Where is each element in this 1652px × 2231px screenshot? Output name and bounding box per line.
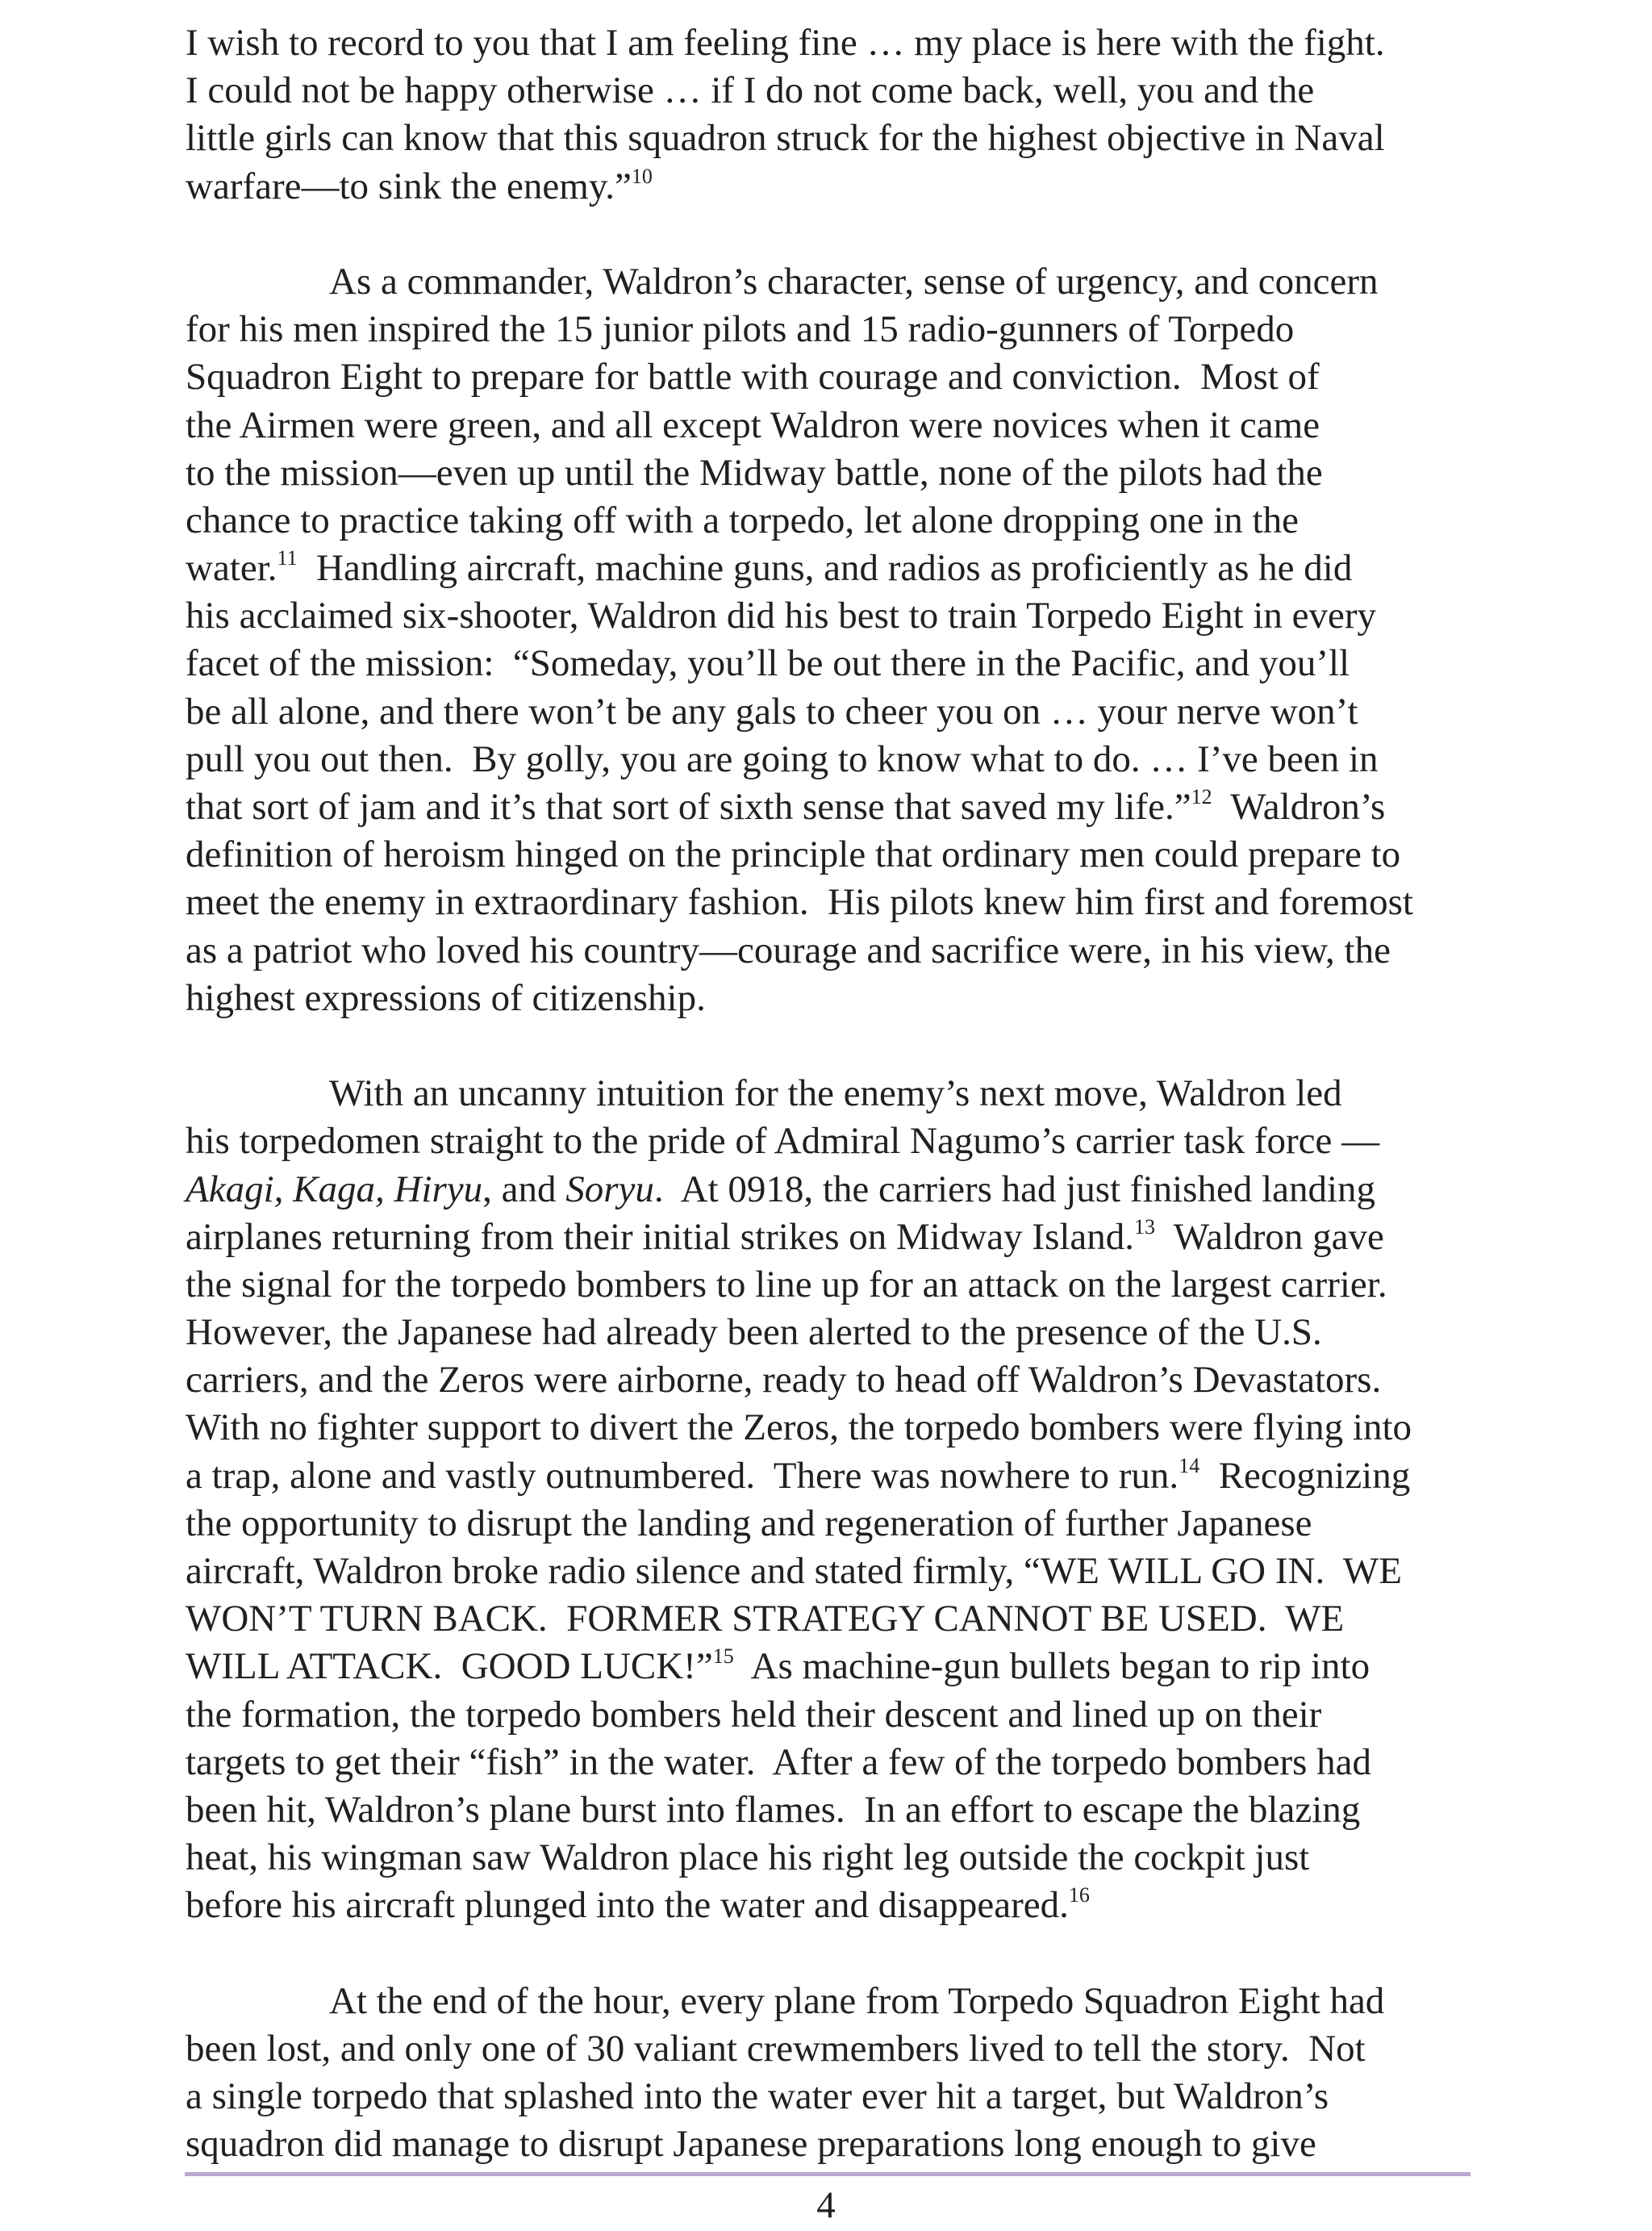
text-line xyxy=(186,688,1476,736)
text-run: as a patriot who loved his country—courage and sacrifice were, in his view, the xyxy=(186,929,1391,971)
footer-rule xyxy=(185,2172,1471,2176)
text-line xyxy=(186,19,1476,67)
footnote-marker: 14 xyxy=(1179,1453,1200,1477)
text-run: Waldron’s xyxy=(1212,786,1386,828)
text-run: Recognizing xyxy=(1199,1454,1411,1497)
text-line xyxy=(186,1356,1476,1404)
text-line xyxy=(186,879,1476,926)
paragraph-gap xyxy=(186,1022,1476,1070)
text-run: aircraft, Waldron broke radio silence and stated firmly, “WE WILL GO IN. WE xyxy=(186,1550,1402,1592)
text-run: heat, his wingman saw Waldron place his right leg outside the cockpit just xyxy=(186,1836,1310,1879)
text-run: However, the Japanese had already been alerted to the presence of the U.S. xyxy=(186,1311,1322,1354)
text-line xyxy=(186,1882,1476,1929)
text-line xyxy=(186,1214,1476,1261)
text-line xyxy=(186,402,1476,449)
text-run: I wish to record to you that I am feeling fine … my place is here with the fight. xyxy=(186,22,1385,64)
text-run: WILL ATTACK. GOOD LUCK!” xyxy=(186,1645,713,1688)
text-run: chance to practice taking off with a torpedo, let alone dropping one in the xyxy=(186,499,1299,541)
text-run: facet of the mission: “Someday, you’ll be out there in the Pacific, and you’ll xyxy=(186,642,1350,685)
text-run: . At 0918, the carriers had just finished landing xyxy=(653,1168,1376,1210)
text-line xyxy=(186,2073,1476,2120)
text-line xyxy=(186,1452,1476,1500)
text-run: airplanes returning from their initial strikes on Midway Island. xyxy=(186,1215,1135,1258)
text-line xyxy=(186,736,1476,783)
text-line xyxy=(186,306,1476,353)
text-line xyxy=(186,1595,1476,1643)
text-line xyxy=(186,1643,1476,1690)
text-run: his torpedomen straight to the pride of Admiral Nagumo’s carrier task force — xyxy=(186,1120,1380,1163)
footnote-marker: 13 xyxy=(1134,1214,1156,1239)
text-run: the formation, the torpedo bombers held their descent and lined up on their xyxy=(186,1693,1322,1736)
text-run: a single torpedo that splashed into the water ever hit a target, but Waldron’s xyxy=(186,2075,1329,2118)
page-number: 4 xyxy=(816,2184,836,2226)
paragraph xyxy=(186,1978,1476,2169)
text-line xyxy=(186,115,1476,162)
body-text xyxy=(186,19,1476,2168)
text-line xyxy=(186,831,1476,879)
text-run: As machine-gun bullets began to rip into xyxy=(733,1645,1370,1688)
text-run: been hit, Waldron’s plane burst into flames. In an effort to escape the blazing xyxy=(186,1788,1361,1831)
text-line xyxy=(186,258,1476,306)
text-line xyxy=(186,1118,1476,1165)
text-run: targets to get their “fish” in the water. After a few of the torpedo bombers had xyxy=(186,1740,1372,1783)
text-line xyxy=(186,592,1476,640)
footnote-marker: 12 xyxy=(1191,785,1212,808)
italic-text: Akagi, Kaga, Hiryu xyxy=(186,1168,483,1210)
text-line xyxy=(186,1309,1476,1356)
text-line xyxy=(186,449,1476,497)
text-line xyxy=(186,1978,1476,2025)
text-run: , and xyxy=(482,1168,566,1210)
text-run: the opportunity to disrupt the landing and regeneration of further Japanese xyxy=(186,1502,1312,1544)
text-line xyxy=(186,2025,1476,2073)
text-line xyxy=(186,1404,1476,1452)
paragraph xyxy=(186,258,1476,1022)
text-line xyxy=(186,1500,1476,1548)
text-line xyxy=(186,1166,1476,1214)
text-line xyxy=(186,1261,1476,1309)
text-run: carriers, and the Zeros were airborne, ready to head off Waldron’s Devastators. xyxy=(186,1359,1382,1402)
text-line xyxy=(186,163,1476,211)
text-run: meet the enemy in extraordinary fashion. His pilots knew him first and foremost xyxy=(186,881,1413,924)
text-run: At the end of the hour, every plane from Torpedo Squadron Eight had xyxy=(329,1979,1385,2022)
paragraph xyxy=(186,1070,1476,1929)
text-run: that sort of jam and it’s that sort of sixth sense that saved my life.” xyxy=(186,786,1191,828)
text-line xyxy=(186,1548,1476,1595)
text-run: the signal for the torpedo bombers to line up for an attack on the largest carrier. xyxy=(186,1263,1387,1306)
text-run: Handling aircraft, machine guns, and radios as proficiently as he did xyxy=(297,547,1353,590)
text-run: I could not be happy otherwise … if I do not come back, well, you and the xyxy=(186,69,1315,112)
text-line xyxy=(186,640,1476,687)
text-run: pull you out then. By golly, you are going to know what to do. … I’ve been in xyxy=(186,737,1379,780)
text-run: before his aircraft plunged into the water and disappeared. xyxy=(186,1884,1069,1927)
footnote-marker: 10 xyxy=(631,164,653,188)
text-run: a trap, alone and vastly outnumbered. There was nowhere to run. xyxy=(186,1454,1179,1497)
text-line xyxy=(186,353,1476,401)
text-run: With no fighter support to divert the Zeros, the torpedo bombers were flying into xyxy=(186,1406,1412,1449)
text-run: water. xyxy=(186,547,277,590)
text-line xyxy=(186,497,1476,545)
text-line xyxy=(186,1739,1476,1786)
text-line xyxy=(186,783,1476,831)
footnote-marker: 11 xyxy=(277,546,298,570)
text-run: little girls can know that this squadron struck for the highest objective in Naval xyxy=(186,117,1385,160)
text-run: warfare—to sink the enemy.” xyxy=(186,165,632,207)
paragraph xyxy=(186,19,1476,211)
text-line xyxy=(186,2120,1476,2168)
text-line xyxy=(186,545,1476,592)
text-run: to the mission—even up until the Midway battle, none of the pilots had the xyxy=(186,451,1323,494)
paragraph-gap xyxy=(186,1930,1476,1978)
text-run: be all alone, and there won’t be any gals to cheer you on … your nerve won’t xyxy=(186,690,1358,733)
text-run: As a commander, Waldron’s character, sense of urgency, and concern xyxy=(329,260,1379,303)
text-run: the Airmen were green, and all except Waldron were novices when it came xyxy=(186,403,1320,446)
text-run: been lost, and only one of 30 valiant crewmembers lived to tell the story. Not xyxy=(186,2027,1366,2070)
text-line xyxy=(186,1070,1476,1118)
text-run: WON’T TURN BACK. FORMER STRATEGY CANNOT BE USED. WE xyxy=(186,1598,1345,1640)
text-run: for his men inspired the 15 junior pilots and 15 radio-gunners of Torpedo xyxy=(186,308,1295,351)
text-run: With an uncanny intuition for the enemy’s next move, Waldron led xyxy=(329,1072,1342,1115)
paragraph-gap xyxy=(186,211,1476,258)
footnote-marker: 15 xyxy=(712,1644,734,1669)
text-run: highest expressions of citizenship. xyxy=(186,976,706,1019)
text-run: his acclaimed six-shooter, Waldron did his best to train Torpedo Eight in every xyxy=(186,595,1377,637)
text-line xyxy=(186,975,1476,1022)
text-line xyxy=(186,1691,1476,1739)
text-run: squadron did manage to disrupt Japanese preparations long enough to give xyxy=(186,2123,1316,2166)
text-line xyxy=(186,1834,1476,1882)
text-line xyxy=(186,67,1476,115)
text-run: Squadron Eight to prepare for battle with courage and conviction. Most of xyxy=(186,356,1320,399)
text-run: definition of heroism hinged on the principle that ordinary men could prepare to xyxy=(186,833,1401,876)
footnote-marker: 16 xyxy=(1068,1883,1090,1907)
text-run: Waldron gave xyxy=(1155,1215,1384,1258)
text-line xyxy=(186,1786,1476,1834)
italic-text: Soryu xyxy=(565,1168,654,1210)
text-line xyxy=(186,927,1476,975)
